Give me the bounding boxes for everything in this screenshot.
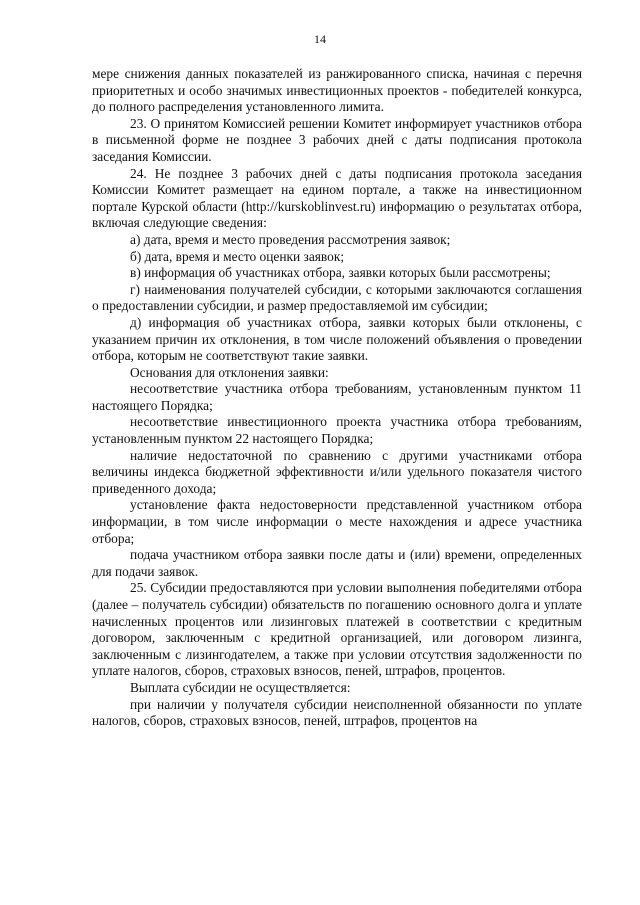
list-item: наличие недостаточной по сравнению с другими участниками отбора величины индекса бюджетной эффективности и/или удельного показателя чистого приведенного дохода; — [92, 447, 582, 496]
paragraph: Основания для отклонения заявки: — [130, 364, 329, 380]
paragraph: при наличии у получателя субсидии неисполненной обязанности по уплате налогов, сборов, страховых взносов, пеней, штрафов, процентов на — [92, 696, 582, 729]
list-item: д) информация об участниках отбора, заявки которых были отклонены, с указанием причин их отклонения, в том числе положений объявления о проведении отбора, которым не соответствуют такие заявки. — [92, 314, 582, 364]
list-item: в) информация об участниках отбора, заявки которых были рассмотрены; — [130, 265, 551, 281]
document-body — [92, 66, 582, 730]
list-item: а) дата, время и место проведения рассмотрения заявок; — [130, 231, 451, 247]
list-item: несоответствие инвестиционного проекта участника отбора требованиям, установленным пунктом 22 настоящего Порядка; — [92, 414, 582, 447]
list-item: несоответствие участника отбора требованиям, установленным пунктом 11 настоящего Порядка; — [92, 381, 582, 413]
list-item: установление факта недостоверности представленной участником отбора информации, в том числе информации о месте нахождения и адресе участника отбора; — [92, 497, 582, 546]
paragraph: 25. Субсидии предоставляются при условии выполнения победителями отбора (далее – получатель субсидии) обязательств по погашению основного долга и уплате начисленных процентов или лизинговых платежей в соответствии с кредитным договором, заключенным с кредитной организацией, или договором лизинга, заключенным с лизингодателем, а также при условии отсутствия задолженности по уплате налогов, сборов, страховых взносов, пеней, штрафов, процентов. — [92, 580, 582, 679]
list-item: г) наименования получателей субсидии, с которыми заключаются соглашения о предоставлении субсидии, и размер предоставляемой им субсидии; — [92, 281, 582, 314]
list-item: подача участником отбора заявки после даты и (или) времени, определенных для подачи заявок. — [92, 547, 582, 579]
paragraph: 24. Не позднее 3 рабочих дней с даты подписания протокола заседания Комиссии Комитет размещает на едином портале, а также на инвестиционном портале Курской области (http://kurskoblinvest.ru) информацию о результатах отбора, включая следующие сведения: — [92, 165, 582, 231]
paragraph: 23. О принятом Комиссией решении Комитет информирует участников отбора в письменной форме не позднее 3 рабочих дней с даты подписания протокола заседания Комиссии. — [92, 115, 582, 164]
paragraph: Выплата субсидии не осуществляется: — [130, 679, 351, 695]
paragraph: мере снижения данных показателей из ранжированного списка, начиная с перечня приоритетных и особо значимых инвестиционных проектов - победителей конкурса, до полного распределения установленного лимита. — [92, 66, 582, 115]
page-number: 14 — [314, 32, 326, 46]
list-item: б) дата, время и место оценки заявок; — [130, 248, 345, 264]
